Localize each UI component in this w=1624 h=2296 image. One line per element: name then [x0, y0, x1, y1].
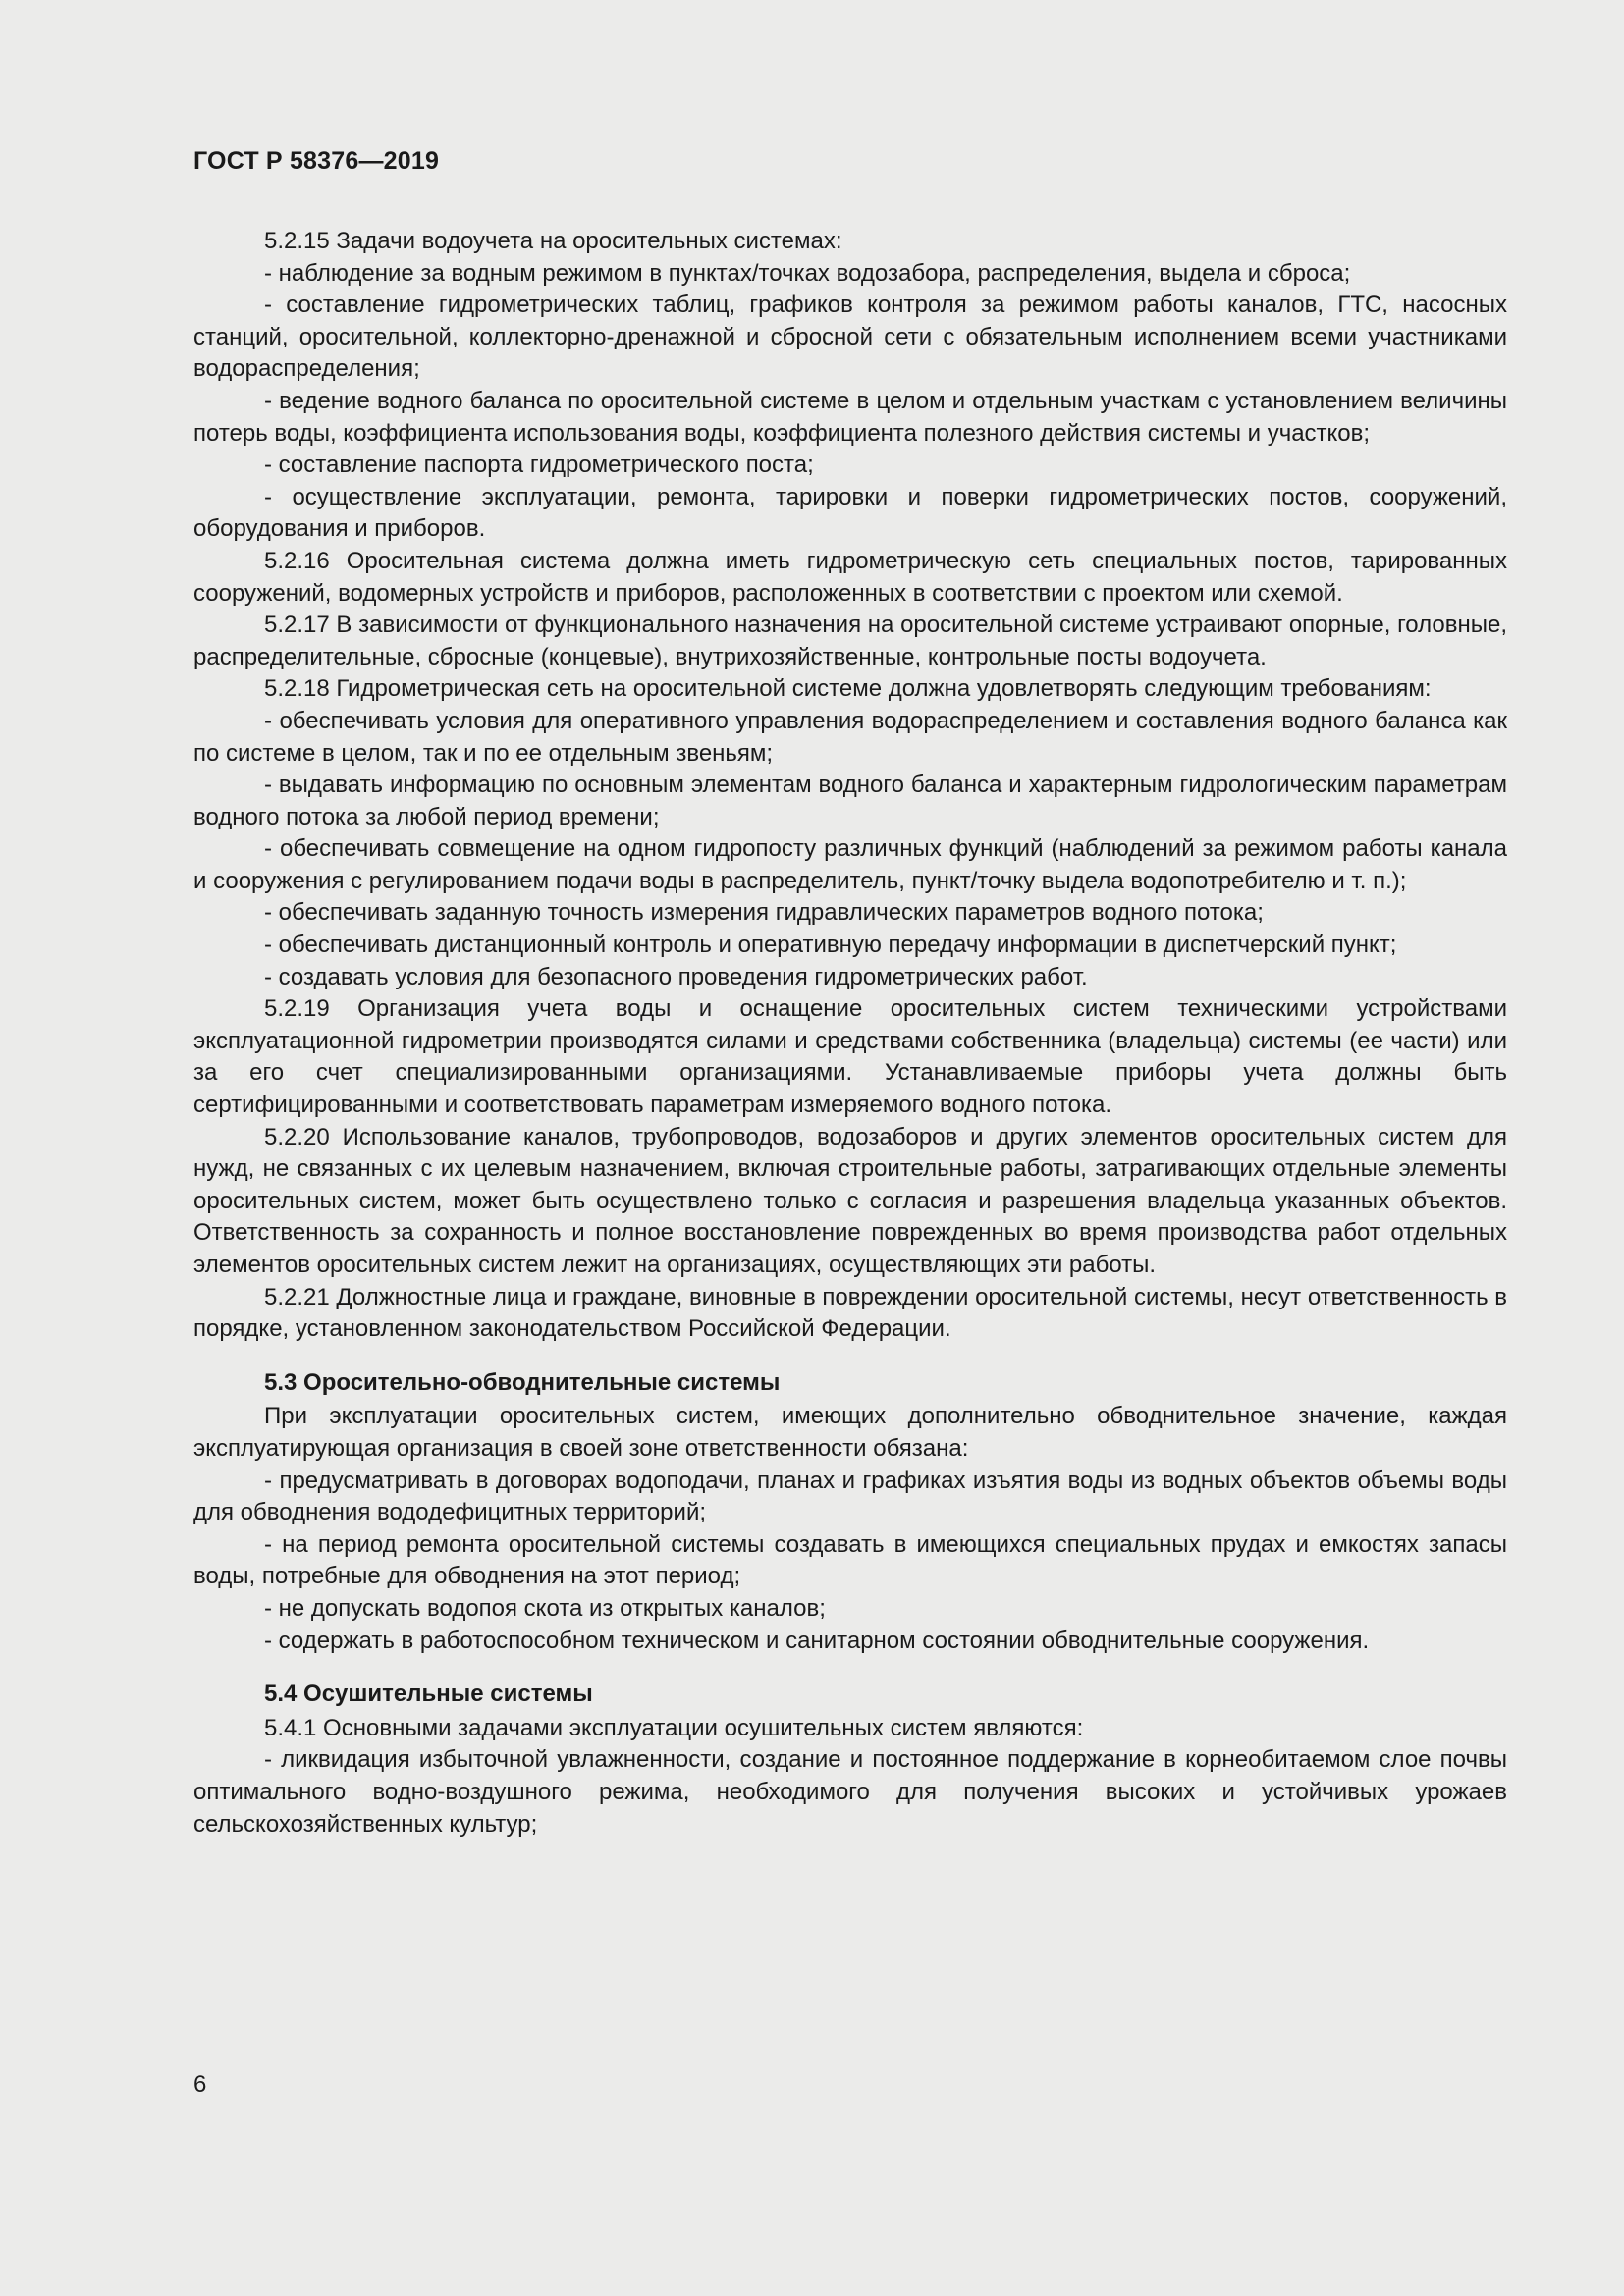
list-item: - составление гидрометрических таблиц, графиков контроля за режимом работы каналов, ГТС, насосных станций, оросительной, коллекторно-дренажной и сбросной сети с обязательным исполнением всеми участниками водораспределения; — [193, 292, 1507, 383]
paragraph: 5.2.19 Организация учета воды и оснащение оросительных систем техническими устройствами эксплуатационной гидрометрии производятся силами и средствами собственника (владельца) системы (ее части) или за его счет специализированными организациями. Устанавливаемые приборы учета должны быть сертифицированными и соответствовать параметрам измеряемого водного потока. — [193, 995, 1507, 1119]
paragraph: 5.4.1 Основными задачами эксплуатации осушительных систем являются: — [264, 1714, 1084, 1741]
paragraph: 5.2.21 Должностные лица и граждане, виновные в повреждении оросительной системы, несут ответственность в порядке, установленном законодательством Российской Федерации. — [193, 1283, 1507, 1343]
document-body — [193, 226, 1507, 1841]
list-item: - обеспечивать дистанционный контроль и оперативную передачу информации в диспетчерский пункт; — [264, 932, 1397, 959]
list-item: - обеспечивать совмещение на одном гидропосту различных функций (наблюдений за режимом работы канала и сооружения с регулированием подачи воды в распределитель, пункт/точку выдела водопотребителю и т. п.); — [193, 835, 1507, 894]
list-item: - ликвидация избыточной увлажненности, создание и постоянное поддержание в корнеобитаемом слое почвы оптимального водно-воздушного режима, необходимого для получения высоких и устойчивых урожаев сельскохозяйственных культур; — [193, 1746, 1507, 1838]
list-item: - ведение водного баланса по оросительной системе в целом и отдельным участкам с установлением величины потерь воды, коэффициента использования воды, коэффициента полезного действия системы и участков; — [193, 387, 1507, 447]
list-item: - не допускать водопоя скота из открытых каналов; — [264, 1594, 826, 1622]
list-item: - содержать в работоспособном техническом и санитарном состоянии обводнительные сооружения. — [264, 1627, 1370, 1654]
paragraph: При эксплуатации оросительных систем, имеющих дополнительно обводнительное значение, каждая эксплуатирующая организация в своей зоне ответственности обязана: — [193, 1403, 1507, 1462]
paragraph: 5.2.17 В зависимости от функционального назначения на оросительной системе устраивают опорные, головные, распределительные, сбросные (концевые), внутрихозяйственные, контрольные посты водоучета. — [193, 612, 1507, 670]
paragraph: 5.2.16 Оросительная система должна иметь гидрометрическую сеть специальных постов, тарированных сооружений, водомерных устройств и приборов, расположенных в соответствии с проектом или схемой. — [193, 547, 1507, 607]
list-item: - наблюдение за водным режимом в пунктах/точках водозабора, распределения, выдела и сброса; — [264, 259, 1351, 287]
paragraph: 5.2.18 Гидрометрическая сеть на оросительной системе должна удовлетворять следующим требованиям: — [264, 675, 1432, 703]
document-header: ГОСТ Р 58376—2019 — [193, 147, 440, 175]
list-item: - обеспечивать заданную точность измерения гидравлических параметров водного потока; — [264, 899, 1264, 927]
section-heading: 5.3 Оросительно-обводнительные системы — [264, 1368, 781, 1396]
list-item: - создавать условия для безопасного проведения гидрометрических работ. — [264, 963, 1088, 990]
list-item: - выдавать информацию по основным элементам водного баланса и характерным гидрологическим параметрам водного потока за любой период времени; — [193, 772, 1507, 830]
section-heading: 5.4 Осушительные системы — [264, 1681, 593, 1708]
list-item: - составление паспорта гидрометрического поста; — [264, 452, 814, 479]
paragraph: 5.2.20 Использование каналов, трубопроводов, водозаборов и других элементов оросительных систем для нужд, не связанных с их целевым назначением, включая строительные работы, затрагивающих отдельные элементы оросительных систем, может быть осуществлено только с согласия и разрешения владельца указанных объектов. Ответственность за сохранность и полное восстановление поврежденных во время производства работ отдельных элементов оросительных систем лежит на организациях, осуществляющих эти работы. — [193, 1123, 1507, 1278]
page-number: 6 — [193, 2071, 207, 2098]
list-item: - предусматривать в договорах водоподачи, планах и графиках изъятия воды из водных объектов объемы воды для обводнения вододефицитных территорий; — [193, 1467, 1507, 1526]
list-item: - осуществление эксплуатации, ремонта, тарировки и поверки гидрометрических постов, сооружений, оборудования и приборов. — [193, 483, 1507, 543]
list-item: - на период ремонта оросительной системы создавать в имеющихся специальных прудах и емкостях запасы воды, потребные для обводнения на этот период; — [193, 1530, 1507, 1590]
list-item: - обеспечивать условия для оперативного управления водораспределением и составления водного баланса как по системе в целом, так и по ее отдельным звеньям; — [193, 707, 1507, 767]
paragraph: 5.2.15 Задачи водоучета на оросительных системах: — [264, 228, 842, 254]
